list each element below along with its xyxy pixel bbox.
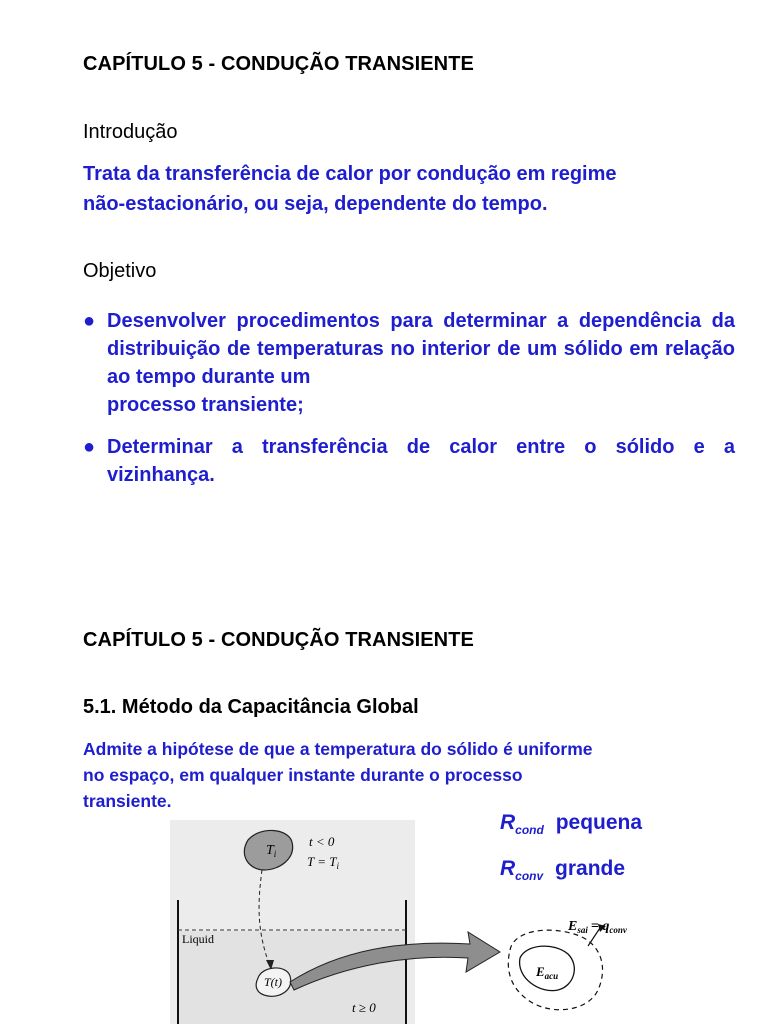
bullet-text <box>107 433 735 489</box>
intro-heading: Introdução <box>83 121 178 143</box>
intro-text <box>83 159 735 219</box>
bullet-text-line2: processo transiente; <box>107 394 304 416</box>
energy-equation: $E_{sai} = q_{conv}$ <box>568 919 627 935</box>
objective-heading: Objetivo <box>83 260 157 282</box>
bullet-icon: ● <box>83 436 96 458</box>
bullet-text-line1: Determinar a transferência de calor entre o sólido e a <box>107 436 735 458</box>
condition-before-2: $T = T_i$ <box>307 854 340 871</box>
r-conv-symbol: R <box>500 857 516 880</box>
bullet-icon: ● <box>83 310 96 332</box>
method-text-line2: no espaço, em qualquer instante durante o processo <box>83 765 523 785</box>
chapter-title-2: CAPÍTULO 5 - CONDUÇÃO TRANSIENTE <box>83 629 474 651</box>
energy-acu-label: $E_{acu}$ <box>536 964 559 981</box>
chapter-title: CAPÍTULO 5 - CONDUÇÃO TRANSIENTE <box>83 53 474 75</box>
bullet-item-2 <box>83 433 735 489</box>
bullet-text <box>107 307 735 419</box>
intro-text-line2: não-estacionário, ou seja, dependente do tempo. <box>83 193 548 215</box>
r-cond-text: pequena <box>555 811 643 834</box>
bullet-text-line2: vizinhança. <box>107 464 215 486</box>
intro-text-line1: Trata da transferência de calor por condução em regime <box>83 163 617 185</box>
r-conv-subscript: conv <box>515 869 544 884</box>
liquid-label: Liquid <box>182 932 214 946</box>
method-heading: 5.1. Método da Capacitância Global <box>83 696 419 718</box>
condition-before-1: t < 0 <box>309 834 335 849</box>
method-text-line3: transiente. <box>83 791 172 811</box>
method-text <box>83 736 723 814</box>
bullet-item-1 <box>83 307 735 419</box>
r-cond-symbol: R <box>500 811 516 834</box>
condition-after: t ≥ 0 <box>352 1000 376 1015</box>
ti-label: $T_i$ <box>266 843 277 859</box>
bullet-text-line1: Desenvolver procedimentos para determinar a dependência da distribuição de temperaturas no interior de um sólido em relação ao tempo durante um <box>107 310 735 388</box>
method-text-line1: Admite a hipótese de que a temperatura do sólido é uniforme <box>83 739 593 759</box>
r-conv-text: grande <box>555 857 626 880</box>
solid-detail-shape <box>520 946 575 990</box>
lumped-capacitance-figure <box>170 820 660 1024</box>
tt-label: T(t) <box>264 975 282 989</box>
r-cond-subscript: cond <box>515 823 544 838</box>
